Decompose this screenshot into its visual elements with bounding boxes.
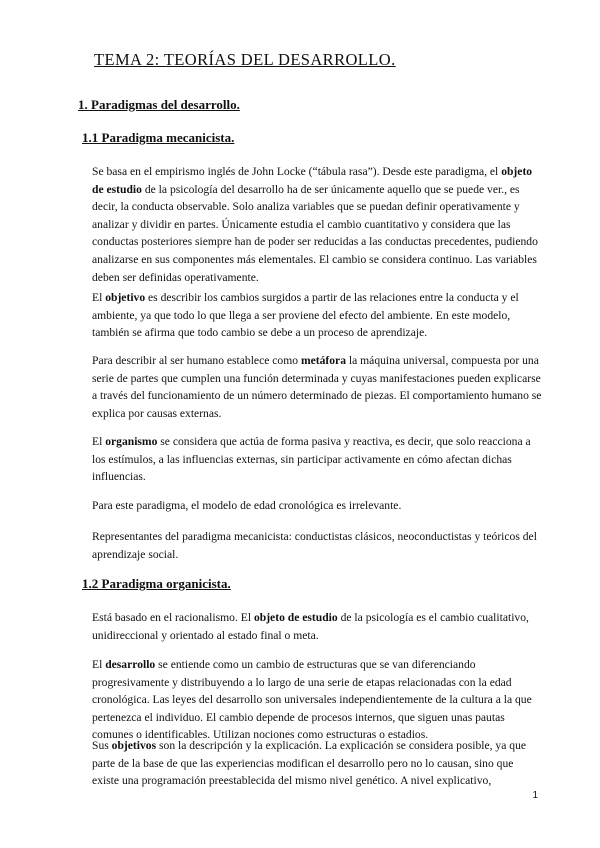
paragraph-8: El desarrollo se entiende como un cambio de estructuras que se van diferenciando progresivamente y distribuyendo a lo largo de una serie de etapas relacionadas con la edad cronológica. Las leyes del desarrollo son universales independientemente de la cultura a la que pertenezca el individuo. El cambio depende de procesos internos, que siguen unas pautas comunes o identificables. Utilizan nociones como estructuras o estadios. xyxy=(92,658,532,742)
paragraph-2: El objetivo es describir los cambios surgidos a partir de las relaciones entre la conducta y el ambiente, ya que todo lo que llega a ser proviene del efecto del ambiente. En este modelo, también se afirma que todo cambio se debe a un proceso de aprendizaje. xyxy=(92,291,519,340)
paragraph-1: Se basa en el empirismo inglés de John Locke (“tábula rasa”). Desde este paradigma, el objeto de estudio de la psicología del desarrollo ha de ser únicamente aquello que se puede ver., es decir, la conducta observable. Solo analiza variables que se puedan definir operativamente y analizar y dividir en partes. Únicamente estudia el cambio cuantitativo y considera que las conductas posteriores siempre han de poder ser reducidas a las conductas precedentes, pudiendo analizarse en sus componentes más elementales. El cambio se considera continuo. Las variables deben ser definidas operativamente. xyxy=(92,165,538,284)
paragraph-3: Para describir al ser humano establece como metáfora la máquina universal, compuesta por una serie de partes que cumplen una función determinada y cuyas manifestaciones pueden explicarse a través del funcionamiento de un número determinado de piezas. El comportamiento humano se explica por causas externas. xyxy=(92,354,542,420)
paragraph-9: Sus objetivos son la descripción y la explicación. La explicación se considera posible, ya que parte de la base de que las experiencias modifican el desarrollo pero no lo causan, sino que existe una programación preestablecida del mismo nivel genético. A nivel explicativo, xyxy=(92,739,527,788)
subsection-heading-organicista: 1.2 Paradigma organicista. xyxy=(82,576,231,591)
paragraph-4: El organismo se considera que actúa de forma pasiva y reactiva, es decir, que solo reacciona a los estímulos, a las influencias externas, sin participar activamente en cómo afectan dichas influencias. xyxy=(92,435,531,484)
section-heading-paradigmas: 1. Paradigmas del desarrollo. xyxy=(78,97,240,112)
page-number: 1 xyxy=(532,790,538,801)
paragraph-6: Representantes del paradigma mecanicista: conductistas clásicos, neoconductistas y teóricos del aprendizaje social. xyxy=(92,530,537,561)
document-title: TEMA 2: TEORÍAS DEL DESARROLLO. xyxy=(94,50,396,69)
paragraph-5: Para este paradigma, el modelo de edad cronológica es irrelevante. xyxy=(92,499,402,512)
subsection-heading-mecanicista: 1.1 Paradigma mecanicista. xyxy=(82,130,235,145)
paragraph-7: Está basado en el racionalismo. El objeto de estudio de la psicología es el cambio cualitativo, unidireccional y orientado al estado final o meta. xyxy=(92,611,529,642)
